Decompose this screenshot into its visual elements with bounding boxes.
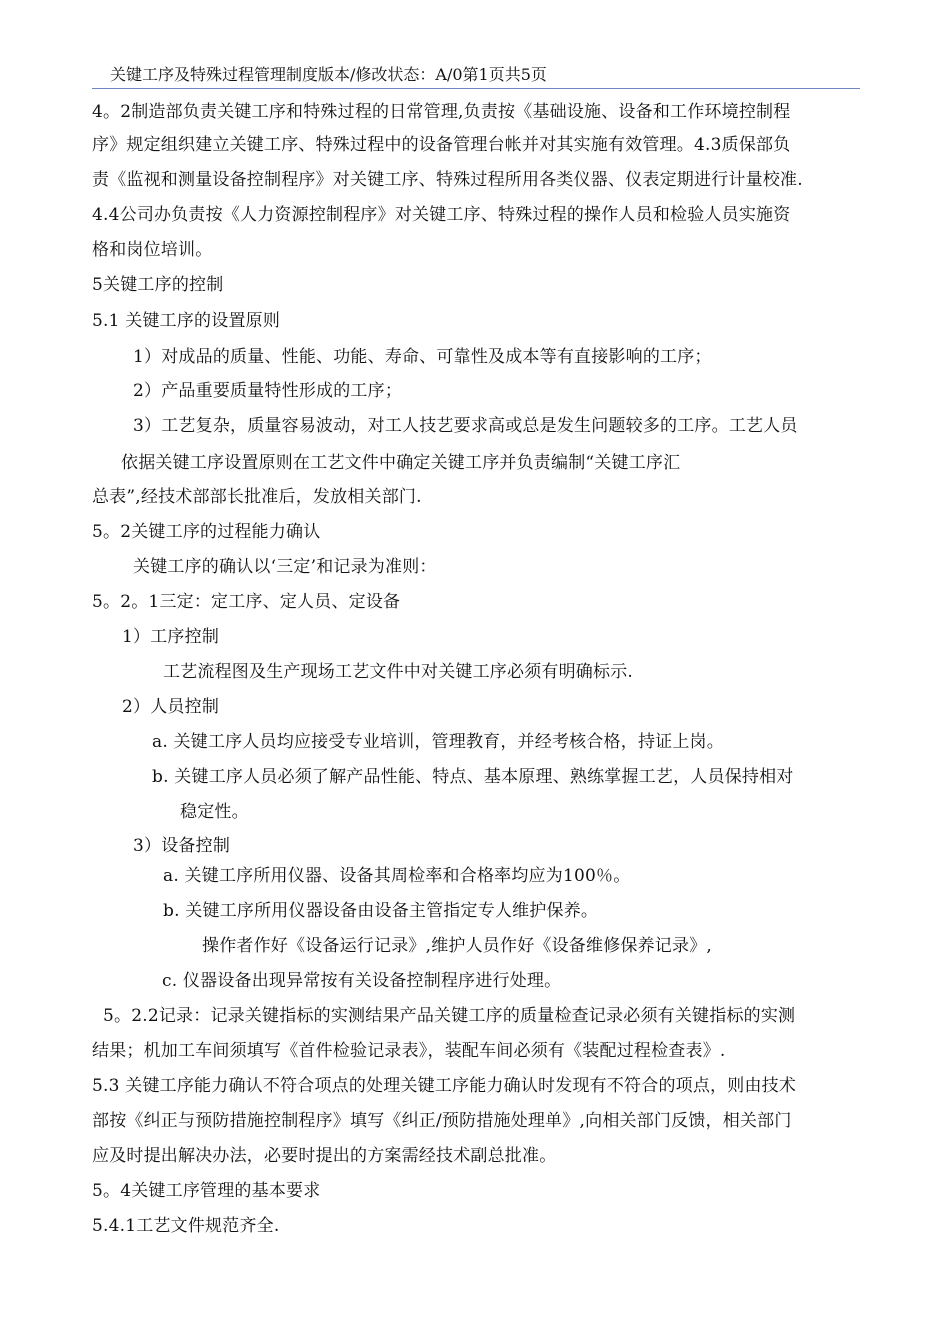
list-item: 1）工序控制 [122, 627, 220, 647]
paragraph-line: 格和岗位培训。 [92, 240, 213, 260]
paragraph-line: 4。2制造部负责关键工序和特殊过程的日常管理,负责按《基础设施、设备和工作环境控制程 [92, 102, 791, 122]
subsection-heading: 5。2关键工序的过程能力确认 [92, 522, 321, 542]
list-item: 2）人员控制 [122, 697, 220, 717]
paragraph-line: 关键工序的确认以‘三定’和记录为准则： [133, 557, 437, 577]
paragraph-line: 责《监视和测量设备控制程序》对关键工序、特殊过程所用各类仪器、仪表定期进行计量校准. [92, 170, 803, 190]
paragraph-line: 序》规定组织建立关键工序、特殊过程中的设备管理台帐并对其实施有效管理。4.3质保部负 [92, 135, 791, 155]
paragraph-line: 结果；机加工车间须填写《首件检验记录表》，装配车间必须有《装配过程检查表》. [92, 1041, 726, 1061]
subsection-heading: 5。2。1三定：定工序、定人员、定设备 [92, 592, 401, 612]
header-divider [92, 88, 860, 89]
list-item: 1）对成品的质量、性能、功能、寿命、可靠性及成本等有直接影响的工序； [133, 347, 712, 367]
list-item: a. 关键工序人员均应接受专业培训，管理教育，并经考核合格，持证上岗。 [152, 732, 724, 752]
list-item: b. 关键工序所用仪器设备由设备主管指定专人维护保养。 [163, 901, 599, 921]
page-header: 关键工序及特殊过程管理制度版本/修改状态：A/0第1页共5页 [110, 65, 547, 84]
paragraph-line: 5。2.2记录：记录关键指标的实测结果产品关键工序的质量检查记录必须有关键指标的实测 [103, 1006, 796, 1026]
list-item: b. 关键工序人员必须了解产品性能、特点、基本原理、熟练掌握工艺，人员保持相对 [152, 767, 794, 787]
list-item: 2）产品重要质量特性形成的工序； [133, 381, 403, 401]
paragraph-line: 稳定性。 [180, 802, 249, 822]
subsection-heading: 5.4.1工艺文件规范齐全. [92, 1216, 280, 1236]
paragraph-line: 操作者作好《设备运行记录》,维护人员作好《设备维修保养记录》, [202, 936, 713, 956]
list-item: 3）设备控制 [133, 836, 231, 856]
paragraph-line: 4.4公司办负责按《人力资源控制程序》对关键工序、特殊过程的操作人员和检验人员实施资 [92, 205, 791, 225]
paragraph-line: 应及时提出解决办法，必要时提出的方案需经技术副总批准。 [92, 1146, 557, 1166]
list-item: 3）工艺复杂，质量容易波动，对工人技艺要求高或总是发生问题较多的工序。工艺人员 [133, 416, 798, 436]
list-item: a. 关键工序所用仪器、设备其周检率和合格率均应为100％。 [163, 866, 631, 886]
paragraph-line: 5.3 关键工序能力确认不符合项点的处理关键工序能力确认时发现有不符合的项点，则由技术 [92, 1076, 797, 1096]
paragraph-line: 依据关键工序设置原则在工艺文件中确定关键工序并负责编制“关键工序汇 [121, 453, 681, 473]
subsection-heading: 5。4关键工序管理的基本要求 [92, 1181, 321, 1201]
section-heading: 5关键工序的控制 [92, 275, 224, 295]
paragraph-line: 部按《纠正与预防措施控制程序》填写《纠正/预防措施处理单》,向相关部门反馈，相关部门 [92, 1111, 792, 1131]
list-item: c. 仪器设备出现异常按有关设备控制程序进行处理。 [162, 971, 562, 991]
subsection-heading: 5.1 关键工序的设置原则 [92, 311, 281, 331]
paragraph-line: 工艺流程图及生产现场工艺文件中对关键工序必须有明确标示. [163, 662, 634, 682]
paragraph-line: 总表”,经技术部部长批准后，发放相关部门. [92, 487, 422, 507]
